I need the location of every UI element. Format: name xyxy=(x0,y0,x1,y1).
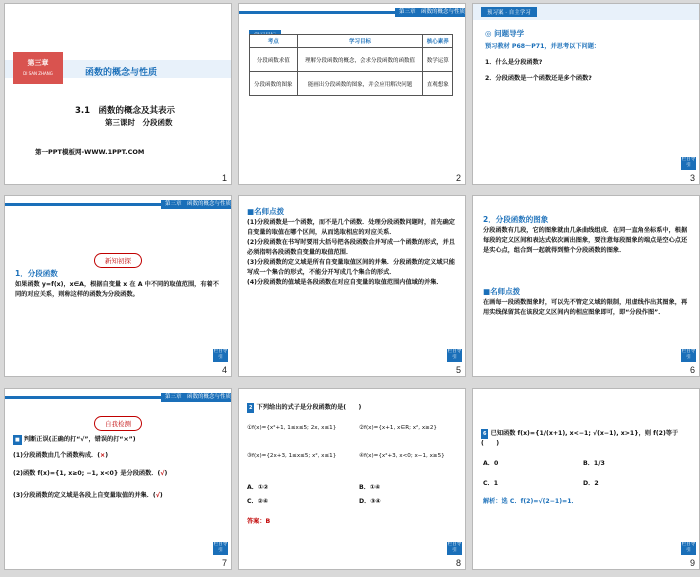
lesson-subtitle: 第三课时 分段函数 xyxy=(105,118,173,127)
page-number: 7 xyxy=(221,558,227,568)
choice: C．②④ xyxy=(247,498,269,505)
section-title: 2．分段函数的图象 xyxy=(483,215,549,224)
nav-button[interactable]: 栏目导引 xyxy=(681,542,696,553)
nav-button[interactable]: 栏目导引 xyxy=(213,542,228,553)
nav-button[interactable]: 栏目导引 xyxy=(447,542,462,553)
section-title: 1．分段函数 xyxy=(15,269,58,278)
slide-7[interactable] xyxy=(4,388,232,570)
check-item: (2)函数 f(x)={1, x≥0; −1, x<0} 是分段函数．(√) xyxy=(13,470,168,477)
answer-text: 答案：B xyxy=(247,518,271,525)
note-item: (4)分段函数的值域是各段函数在对应自变量的取值范围内值域的并集． xyxy=(247,279,443,286)
question: 6 已知函数 f(x)={1/(x+1), x<−1; √(x−1), x>1}，则 f(2)等于( ) xyxy=(481,430,679,447)
choice: B．1/3 xyxy=(583,460,605,467)
analysis-text: 解析：选 C．f(2)=√(2−1)=1． xyxy=(483,498,578,505)
chapter-badge: 第三章 DI SAN ZHANG xyxy=(13,52,63,84)
nav-button[interactable]: 栏目导引 xyxy=(447,349,462,360)
question-icon: ◎ xyxy=(485,29,492,38)
nav-button[interactable]: 栏目导引 xyxy=(213,349,228,360)
question-1: 1．什么是分段函数? xyxy=(485,59,543,66)
note-item: (1)分段函数是一个函数，而不是几个函数．处理分段函数问题时，首先确定自变量的取值在哪个区间，从而选取相应的对应关系． xyxy=(247,219,455,236)
slide-8[interactable] xyxy=(238,388,466,570)
page-number: 8 xyxy=(455,558,461,568)
page-number: 9 xyxy=(689,558,695,568)
choice: D．③④ xyxy=(359,498,381,505)
nav-button[interactable]: 栏目导引 xyxy=(681,349,696,360)
page-number: 6 xyxy=(689,365,695,375)
note-item: (2)分段函数在书写时要用大括号把各段函数合并写成一个函数的形式，并且必须指明各段函数自变量的取值范围． xyxy=(247,239,455,256)
slide-2[interactable] xyxy=(238,3,466,185)
objectives-table xyxy=(249,34,453,96)
chapter-title: 函数的概念与性质 xyxy=(85,68,158,78)
section-pill: 新知初探 xyxy=(94,253,142,268)
graph-text: 分段函数有几段，它的图象就由几条曲线组成．在同一直角坐标系中，根据每段的定义区间和表达式依次画出图象，要注意每段图象的端点是空心点还是实心点，组合到一起就得到整个分段函数的图象． xyxy=(483,227,688,254)
slide-4[interactable] xyxy=(4,195,232,377)
slide-1[interactable] xyxy=(4,3,232,185)
section-title: ■名师点拨 xyxy=(247,207,285,216)
table-row: 分段函数的图象 能画出分段函数的图象，并会应用解决问题 直观想象 xyxy=(250,72,453,96)
option: ③f(x)={2x+3, 1≤x≤5; x², x≤1} xyxy=(247,453,337,459)
choice: B．①④ xyxy=(359,484,381,491)
flag-icon: ■ xyxy=(15,437,20,443)
question-2: 2．分段函数是一个函数还是多个函数? xyxy=(485,75,592,82)
option: ①f(x)={x²+1, 1≤x≤5; 2x, x≤1} xyxy=(247,425,337,431)
choice: A．①② xyxy=(247,484,269,491)
section-title-2: ■名师点拨 xyxy=(483,287,521,296)
table-header: 核心素养 xyxy=(423,35,453,48)
section-title: 问题导学 xyxy=(494,29,525,38)
page-number: 5 xyxy=(455,365,461,375)
footer-text: 第一PPT模板网-WWW.1PPT.COM xyxy=(35,148,145,156)
section-pill: 自我检测 xyxy=(94,416,142,431)
instruction: ■ 判断正误(正确的打“√”，错误的打“×”) xyxy=(15,436,136,443)
question: 2 下列给出的式子是分段函数的是( ) xyxy=(249,404,362,411)
choice: A．0 xyxy=(483,460,499,467)
slide-5[interactable] xyxy=(238,195,466,377)
chapter-ribbon xyxy=(5,50,231,86)
definition-text: 如果函数 y=f(x)，x∈A，根据自变量 x 在 A 中不同的取值范围，有着不同的对应关系，则称这样的函数为分段函数。 xyxy=(15,281,219,298)
page-number: 1 xyxy=(221,173,227,183)
graph-note: 在画每一段函数图象时，可以先不管定义域的限制，用虚线作出其图象，再用实线保留其在该段定义区间内的相应图象即可，即“分段作图”． xyxy=(483,299,688,316)
table-row: 分段函数求值 理解分段函数的概念，会求分段函数的函数值 数学运算 xyxy=(250,48,453,72)
page-number: 3 xyxy=(689,173,695,183)
slide-9[interactable] xyxy=(472,388,700,570)
option: ②f(x)={x+1, x∈R; x², x≥2} xyxy=(359,425,437,431)
choice: C．1 xyxy=(483,480,499,487)
number-icon: 6 xyxy=(483,431,487,437)
page-number: 4 xyxy=(221,365,227,375)
chapter-tag: 第三章 函数的概念与性质 xyxy=(395,8,465,17)
slide-3[interactable] xyxy=(472,3,700,185)
option: ④f(x)={x²+3, x<0; x−1, x≥5} xyxy=(359,453,445,459)
nav-button[interactable]: 栏目导引 xyxy=(681,157,696,168)
table-header: 考点 xyxy=(250,35,298,48)
page-number: 2 xyxy=(455,173,461,183)
hint-text: 预习教材 P68～P71，并思考以下问题： xyxy=(485,43,601,50)
lesson-title: 3.1 函数的概念及其表示 xyxy=(75,106,176,116)
notes-list xyxy=(247,218,459,288)
chapter-tag: 第三章 函数的概念与性质 xyxy=(161,200,231,209)
check-item: (3)分段函数的定义域是各段上自变量取值的并集．(√) xyxy=(13,492,163,499)
table-header: 学习目标 xyxy=(297,35,423,48)
note-item: (3)分段函数的定义域是所有自变量取值区间的并集．分段函数的定义域只能写成一个集合的形式，不能分开写成几个集合的形式． xyxy=(247,259,455,276)
choice: D．2 xyxy=(583,480,599,487)
number-icon: 2 xyxy=(249,405,253,411)
section-tag: 预习案 · 自主学习 xyxy=(481,7,537,17)
chapter-tag: 第三章 函数的概念与性质 xyxy=(161,393,231,402)
check-item: (1)分段函数由几个函数构成．(×) xyxy=(13,452,109,459)
slide-6[interactable] xyxy=(472,195,700,377)
